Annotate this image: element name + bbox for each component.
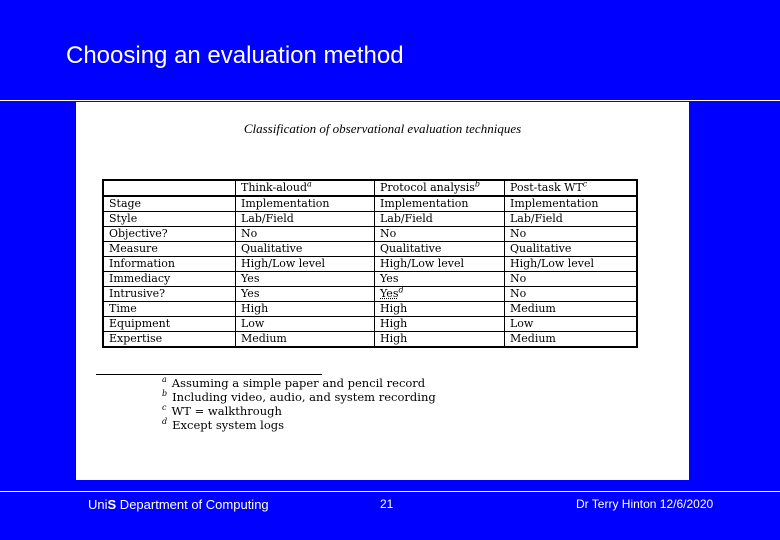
- footnote-text: WT = walkthrough: [171, 404, 282, 418]
- row-label-cell: [103, 227, 236, 242]
- cell-text: High: [380, 332, 408, 345]
- table-header-cell: [505, 180, 638, 196]
- table-cell: [375, 242, 505, 257]
- row-label-cell: [103, 257, 236, 272]
- cell-text: High: [380, 302, 408, 315]
- footnote-mark: c: [162, 403, 167, 413]
- cell-text: No: [380, 227, 397, 240]
- row-label-cell: [103, 272, 236, 287]
- cell-text: Objective?: [109, 227, 168, 240]
- cell-text: Qualitative: [380, 242, 442, 255]
- footnote-mark: c: [582, 179, 588, 189]
- footnote-divider: [96, 374, 322, 375]
- footer-author-date: Dr Terry Hinton 12/6/2020: [576, 497, 714, 511]
- table-cell: [505, 272, 638, 287]
- uni-bold-s: S: [107, 497, 117, 512]
- cell-text: High: [241, 302, 269, 315]
- table-header-row: [103, 180, 637, 196]
- table-cell: [236, 212, 375, 227]
- cell-text: Low: [510, 317, 534, 330]
- cell-text: Medium: [510, 332, 556, 345]
- footnote-mark: a: [307, 179, 312, 189]
- slide-title: Choosing an evaluation method: [66, 42, 404, 69]
- footnote: [162, 404, 436, 418]
- cell-text: Qualitative: [510, 242, 572, 255]
- cell-text: Medium: [510, 302, 556, 315]
- footnote-mark: a: [162, 375, 167, 385]
- table-cell: [236, 272, 375, 287]
- cell-text: Low: [241, 317, 265, 330]
- table-cell: [236, 317, 375, 332]
- cell-text: Implementation: [241, 197, 330, 210]
- cell-text: Measure: [109, 242, 158, 255]
- footnote: [162, 418, 436, 432]
- footnote-text: Including video, audio, and system recording: [172, 390, 436, 404]
- cell-text: Lab/Field: [380, 212, 433, 225]
- table-cell: [505, 196, 638, 212]
- table-cell: [375, 196, 505, 212]
- table-row: [103, 332, 637, 348]
- cell-text: No: [241, 227, 258, 240]
- figure-panel: [76, 102, 689, 480]
- footnote-mark: b: [474, 179, 480, 189]
- table-cell: [375, 257, 505, 272]
- cell-text: Yes: [380, 287, 399, 300]
- cell-text: Yes: [241, 287, 260, 300]
- table-cell: [505, 317, 638, 332]
- table-cell: [236, 196, 375, 212]
- cell-text: Expertise: [109, 332, 163, 345]
- table-row: [103, 272, 637, 287]
- table-cell: [375, 332, 505, 348]
- table-cell: [505, 227, 638, 242]
- cell-text: Qualitative: [241, 242, 303, 255]
- cell-text: Style: [109, 212, 138, 225]
- cell-text: No: [510, 272, 527, 285]
- table-row: [103, 227, 637, 242]
- cell-text: High/Low level: [380, 257, 465, 270]
- cell-text: No: [510, 287, 527, 300]
- header-label: Post-task WT: [510, 181, 583, 194]
- table-cell: [236, 242, 375, 257]
- row-label-cell: [103, 287, 236, 302]
- footnote-mark: b: [162, 389, 168, 399]
- header-label: Think-aloud: [241, 181, 308, 194]
- table-cell: [505, 257, 638, 272]
- footnote-mark: d: [162, 417, 168, 427]
- cell-text: Implementation: [380, 197, 469, 210]
- table-cell: [236, 332, 375, 348]
- figure-caption: Classification of observational evaluation techniques: [243, 121, 522, 136]
- table-cell: [375, 272, 505, 287]
- cell-text: Intrusive?: [109, 287, 165, 300]
- footnote-text: Assuming a simple paper and pencil record: [171, 376, 426, 390]
- table-cell: [505, 212, 638, 227]
- table-row: [103, 257, 637, 272]
- footnote-text: Except system logs: [172, 418, 285, 432]
- table-row: [103, 302, 637, 317]
- cell-text: Yes: [241, 272, 260, 285]
- table-header-cell: [236, 180, 375, 196]
- footnotes: [162, 376, 436, 432]
- row-label-cell: [103, 196, 236, 212]
- cell-text: High/Low level: [510, 257, 595, 270]
- row-label-cell: [103, 332, 236, 348]
- table-cell: [505, 242, 638, 257]
- table-row: [103, 196, 637, 212]
- cell-text: Equipment: [109, 317, 171, 330]
- table-header-cell: [375, 180, 505, 196]
- cell-text: No: [510, 227, 527, 240]
- department-name: Department of Computing: [116, 497, 269, 512]
- table-cell: [236, 257, 375, 272]
- footer-department: [88, 497, 269, 512]
- row-label-cell: [103, 212, 236, 227]
- cell-text: High: [380, 317, 408, 330]
- page-number: 21: [380, 497, 394, 511]
- cell-text: Implementation: [510, 197, 599, 210]
- table-row: [103, 212, 637, 227]
- footer-divider: [0, 491, 780, 492]
- cell-text: Lab/Field: [241, 212, 294, 225]
- table-cell: [375, 317, 505, 332]
- table-cell: [236, 227, 375, 242]
- table-cell: [236, 302, 375, 317]
- cell-text: Stage: [109, 197, 142, 210]
- cell-text: Medium: [241, 332, 287, 345]
- cell-text: High/Low level: [241, 257, 326, 270]
- footnote: [162, 390, 436, 404]
- cell-text: Immediacy: [109, 272, 171, 285]
- uni-prefix: Uni: [88, 497, 108, 512]
- cell-text: Information: [109, 257, 176, 270]
- row-label-cell: [103, 302, 236, 317]
- table-cell: [236, 287, 375, 302]
- table-cell: [505, 287, 638, 302]
- header-divider: [0, 100, 780, 101]
- header-label: Protocol analysis: [380, 181, 475, 194]
- cell-text: Time: [109, 302, 137, 315]
- row-label-cell: [103, 242, 236, 257]
- cell-text: Yes: [380, 272, 399, 285]
- table-cell: [375, 212, 505, 227]
- table-header-cell: [103, 180, 236, 196]
- table-cell: [505, 332, 638, 348]
- table-row: [103, 317, 637, 332]
- classification-table: [102, 179, 638, 348]
- footnote: [162, 376, 436, 390]
- table-cell: [375, 287, 505, 302]
- table-cell: [505, 302, 638, 317]
- table-row: [103, 287, 637, 302]
- table-cell: [375, 302, 505, 317]
- cell-text: Lab/Field: [510, 212, 563, 225]
- footnote-mark: d: [398, 285, 404, 295]
- row-label-cell: [103, 317, 236, 332]
- table-cell: [375, 227, 505, 242]
- table-row: [103, 242, 637, 257]
